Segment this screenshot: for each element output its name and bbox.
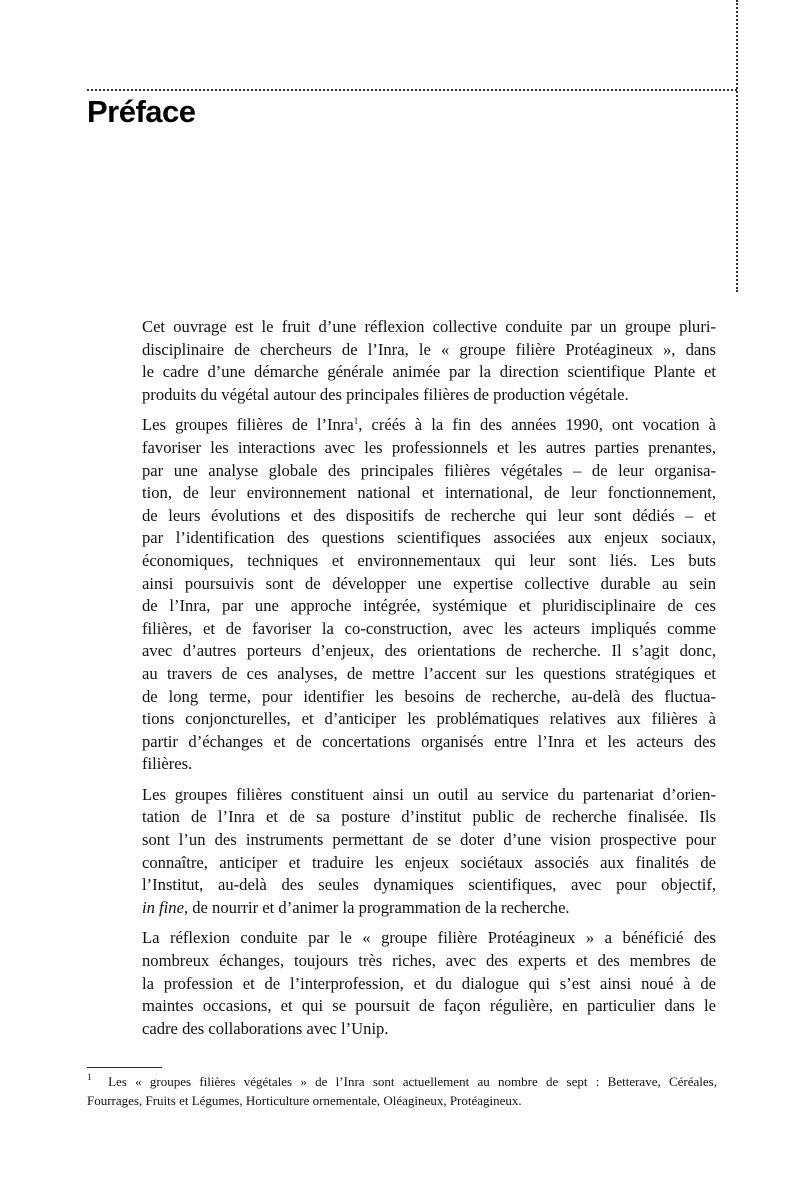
text-segment: économiques, techniques et environnementaux qui leur sont liés. Les buts	[142, 550, 716, 570]
text-segment: par l’identification des questions scientifiques associées aux enjeux sociaux,	[142, 528, 716, 548]
text-segment: tion, de leur environnement national et international, de leur fonctionnement,	[142, 483, 716, 503]
text-line	[142, 316, 716, 339]
text-segment: de leurs évolutions et des dispositifs de recherche qui leur sont dédiés – et	[142, 505, 716, 525]
text-line	[142, 708, 716, 731]
header-dotted-rule	[87, 89, 737, 91]
text-line	[142, 663, 716, 686]
text-segment: au travers de ces analyses, de mettre l’accent sur les questions stratégiques et	[142, 663, 716, 683]
text-line	[142, 806, 716, 829]
text-segment: connaître, anticiper et traduire les enjeux sociétaux associés aux finalités de	[142, 852, 716, 872]
footnote-marker: 1	[87, 1072, 92, 1082]
text-segment: le cadre d’une démarche générale animée par la direction scientifique Plante et	[142, 362, 716, 382]
text-line	[142, 595, 716, 618]
text-line	[142, 339, 716, 362]
text-line	[142, 686, 716, 709]
footnote-line: Fourrages, Fruits et Légumes, Horticulture ornementale, Oléagineux, Protéagineux.	[87, 1093, 522, 1108]
text-segment: avec d’autres porteurs d’enjeux, des orientations de recherche. Il s’agit donc,	[142, 641, 716, 661]
text-segment: Cet ouvrage est le fruit d’une réflexion collective conduite par un groupe pluri-	[142, 317, 716, 336]
text-line	[142, 550, 716, 573]
text-line	[142, 414, 716, 437]
paragraph	[142, 414, 716, 776]
text-segment: favoriser les interactions avec les professionnels et les autres parties prenantes,	[142, 437, 716, 457]
footnote-reference: 1	[353, 416, 359, 427]
text-line	[142, 527, 716, 550]
body-text	[142, 316, 716, 1048]
text-line	[142, 573, 716, 596]
text-line	[142, 361, 716, 384]
paragraph	[142, 316, 716, 406]
text-line	[142, 852, 716, 875]
text-line	[142, 618, 716, 641]
text-line	[142, 874, 716, 897]
text-segment: tation de l’Inra et de sa posture d’institut public de recherche finalisée. Ils	[142, 807, 716, 827]
footnote-separator	[87, 1067, 162, 1068]
text-line	[142, 829, 716, 852]
text-line	[142, 973, 716, 996]
text-line	[142, 505, 716, 528]
text-line	[142, 1018, 716, 1041]
text-segment: disciplinaire de chercheurs de l’Inra, le « groupe filière Protéagineux », dans	[142, 339, 716, 359]
margin-dotted-rule	[736, 0, 738, 292]
paragraph	[142, 784, 716, 920]
footnote-text: Les « groupes filières végétales » de l’Inra sont actuellement au nombre de sept : Betterave, Céréales,	[108, 1074, 717, 1089]
text-segment: , créés à la fin des années 1990, ont vocation à	[358, 415, 717, 435]
text-segment: ainsi poursuivis sont de développer une expertise collective durable au sein	[142, 573, 716, 593]
text-line	[142, 437, 716, 460]
text-line	[142, 784, 716, 807]
text-segment: sont l’un des instruments permettant de se doter d’une vision prospective pour	[142, 830, 716, 850]
text-segment: nombreux échanges, toujours très riches, avec des experts et des membres de	[142, 951, 716, 971]
text-line	[142, 950, 716, 973]
text-line	[142, 897, 716, 920]
footnote	[87, 1072, 717, 1110]
text-line	[142, 753, 716, 776]
text-segment: maintes occasions, et qui se poursuit de façon régulière, en particulier dans le	[142, 996, 716, 1016]
footnote-line	[87, 1072, 717, 1091]
text-segment: cadre des collaborations avec l’Unip.	[142, 1018, 389, 1038]
text-segment: tions conjoncturelles, et d’anticiper les problématiques relatives aux filières à	[142, 709, 716, 729]
text-line	[142, 460, 716, 483]
text-segment: la profession et de l’interprofession, et du dialogue qui s’est ainsi noué à de	[142, 973, 716, 993]
text-segment: Les groupes filières de l’Inra	[142, 415, 354, 435]
text-segment: partir d’échanges et de concertations organisés entre l’Inra et les acteurs des	[142, 731, 716, 751]
text-segment: filières, et de favoriser la co-construction, avec les acteurs impliqués comme	[142, 618, 716, 638]
italic-text: in fine	[142, 897, 184, 917]
text-line	[142, 927, 716, 950]
text-segment: l’Institut, au-delà des seules dynamiques scientifiques, avec pour objectif,	[142, 875, 716, 895]
paragraph	[142, 927, 716, 1040]
text-segment: de l’Inra, par une approche intégrée, systémique et pluridisciplinaire de ces	[142, 596, 716, 616]
text-segment: Les groupes filières constituent ainsi un outil au service du partenariat d’orien-	[142, 784, 716, 804]
page-title: Préface	[87, 94, 196, 129]
text-line	[142, 384, 716, 407]
text-segment: de long terme, pour identifier les besoins de recherche, au-delà des fluctua-	[142, 686, 716, 706]
text-segment: La réflexion conduite par le « groupe filière Protéagineux » a bénéficié des	[142, 928, 716, 948]
text-segment: , de nourrir et d’animer la programmation de la recherche.	[183, 897, 570, 917]
text-line	[142, 731, 716, 754]
text-line	[142, 640, 716, 663]
text-line	[142, 482, 716, 505]
text-line	[142, 995, 716, 1018]
text-segment: filières.	[142, 754, 193, 774]
text-segment: par une analyse globale des principales filières végétales – de leur organisa-	[142, 460, 716, 480]
text-segment: produits du végétal autour des principales filières de production végétale.	[142, 384, 629, 404]
